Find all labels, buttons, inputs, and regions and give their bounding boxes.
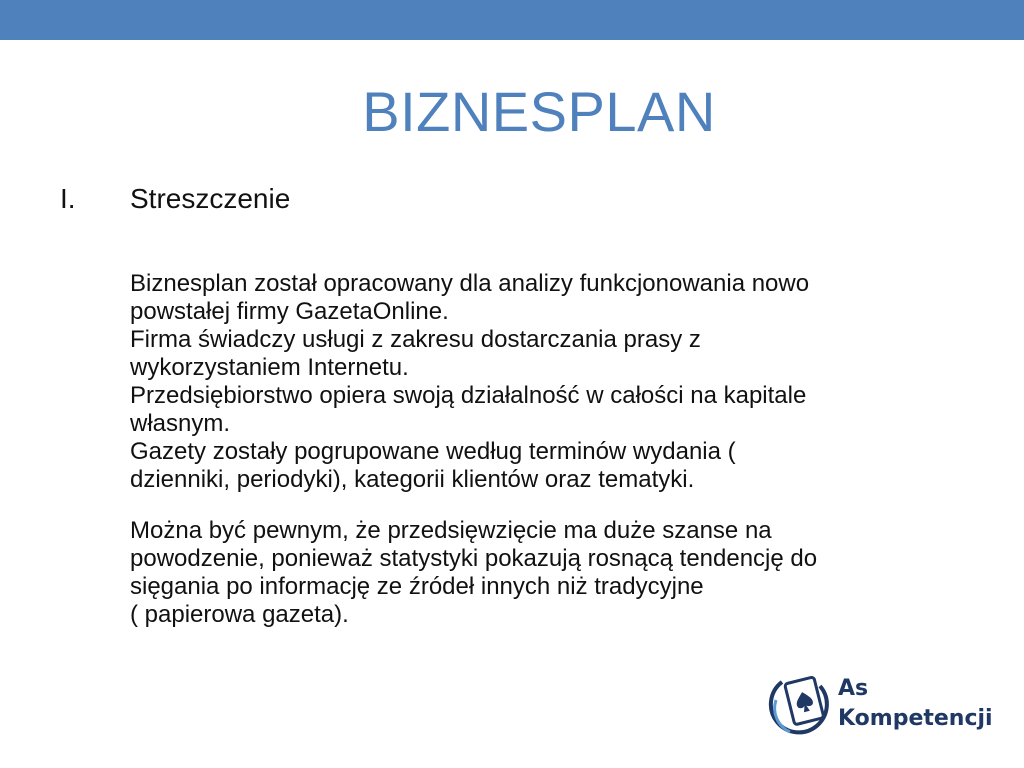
text-line: powodzenie, ponieważ statystyki pokazują rosnącą tendencję do xyxy=(130,545,818,572)
text-line: wykorzystaniem Internetu. xyxy=(130,354,409,381)
text-line: dzienniki, periodyki), kategorii klientów oraz tematyki. xyxy=(130,466,695,493)
logo-text-line-2: Kompetencji xyxy=(838,706,993,731)
as-kompetencji-logo xyxy=(768,670,998,742)
text-line: własnym. xyxy=(130,410,231,437)
section-number: I. xyxy=(60,183,76,214)
text-line: sięgania po informację ze źródeł innych niż tradycyjne xyxy=(130,573,704,600)
text-line: powstałej firmy GazetaOnline. xyxy=(130,298,449,325)
text-line: Przedsiębiorstwo opiera swoją działalność w całości na kapitale xyxy=(130,382,807,409)
text-line: ( papierowa gazeta). xyxy=(130,601,349,628)
text-line: Firma świadczy usługi z zakresu dostarczania prasy z xyxy=(130,326,701,353)
logo-text-line-1: As xyxy=(838,676,869,701)
text-line: Można być pewnym, że przedsięwzięcie ma duże szanse na xyxy=(130,517,772,544)
slide-title: BIZNESPLAN xyxy=(362,80,716,143)
spade-card-icon xyxy=(768,670,832,742)
text-line: Gazety zostały pogrupowane według terminów wydania ( xyxy=(130,438,736,465)
logo-text xyxy=(838,674,993,734)
section-heading: Streszczenie xyxy=(130,183,291,214)
summary-paragraph-1 xyxy=(130,270,960,494)
text-line: Biznesplan został opracowany dla analizy funkcjonowania nowo xyxy=(130,270,810,297)
summary-paragraph-2 xyxy=(130,517,960,629)
top-accent-bar xyxy=(0,0,1024,40)
